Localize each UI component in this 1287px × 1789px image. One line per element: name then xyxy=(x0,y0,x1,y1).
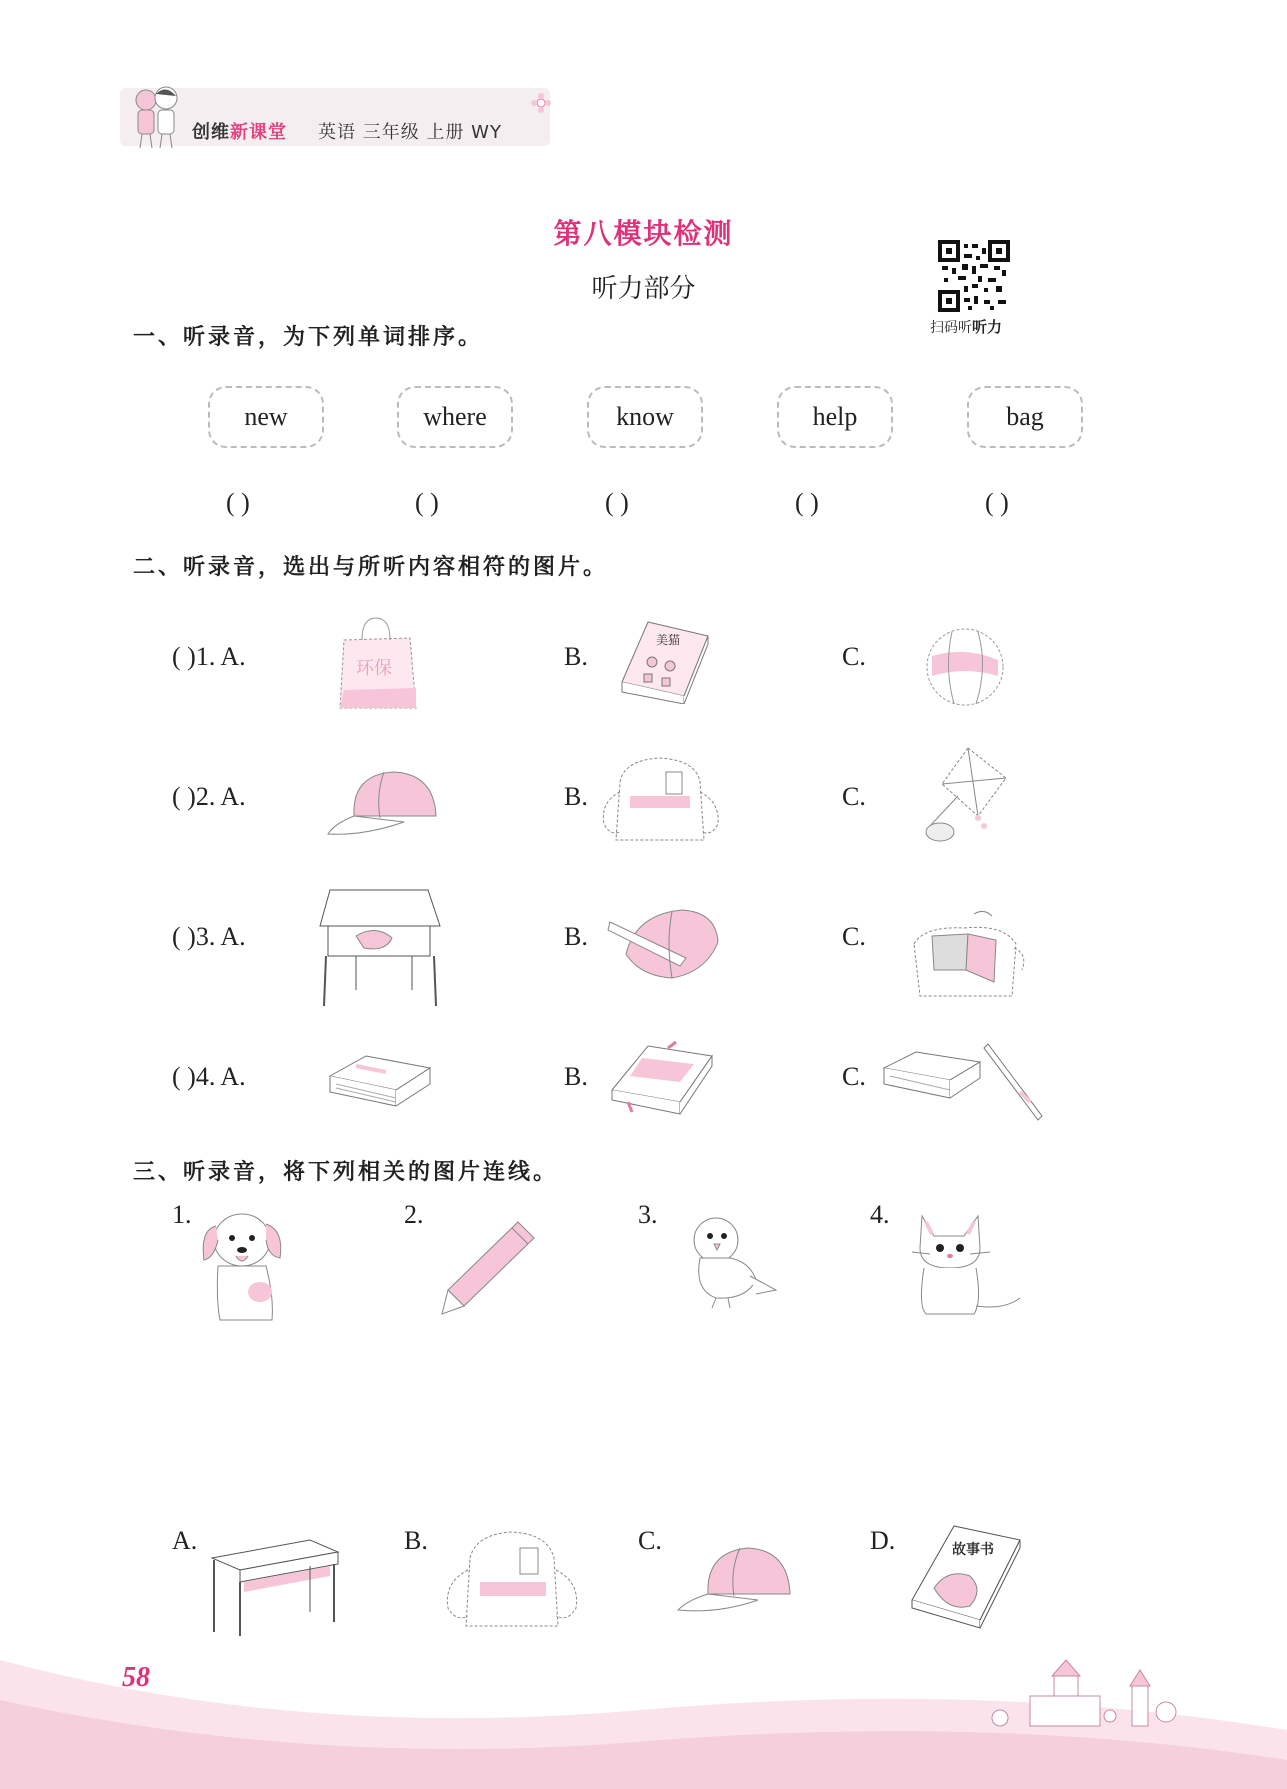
kids-logo-icon xyxy=(126,82,186,152)
dog-icon xyxy=(196,1200,286,1326)
question-label: ( )1. A. xyxy=(172,642,246,671)
flower-icon xyxy=(530,92,552,114)
section1-heading: 一、听录音，为下列单词排序。 xyxy=(133,325,484,350)
match-label: B. xyxy=(404,1526,428,1555)
word-card: help xyxy=(777,386,893,448)
word-card: bag xyxy=(967,386,1083,448)
kite-icon xyxy=(918,744,1012,846)
match-label: D. xyxy=(870,1526,896,1555)
option-c-label: C. xyxy=(842,1062,866,1091)
qr-code-icon[interactable] xyxy=(938,240,1010,312)
option-b-label: B. xyxy=(564,642,588,671)
schoolbag-icon xyxy=(904,910,1028,1002)
section2-heading: 二、听录音，选出与所听内容相符的图片。 xyxy=(133,555,609,580)
match-label: 2. xyxy=(404,1200,424,1229)
option-b-label: B. xyxy=(564,782,588,811)
brand-title: 创维新课堂 xyxy=(192,122,287,143)
question-label: ( )4. A. xyxy=(172,1062,246,1091)
answer-blank[interactable]: ( ) xyxy=(795,488,819,517)
option-c-label: C. xyxy=(842,922,866,951)
word-card: where xyxy=(397,386,513,448)
castle-decoration-icon xyxy=(960,1656,1190,1736)
match-label: 3. xyxy=(638,1200,658,1229)
book-icon xyxy=(326,1052,434,1110)
cap-icon xyxy=(674,1542,794,1618)
answer-blank[interactable]: ( ) xyxy=(415,488,439,517)
match-label: A. xyxy=(172,1526,198,1555)
calculator-book-icon xyxy=(612,616,710,704)
cap-icon xyxy=(324,766,438,840)
page-title: 第八模块检测 xyxy=(553,217,734,250)
subject-label: 英语 三年级 上册 WY xyxy=(318,122,502,143)
option-c-label: C. xyxy=(842,642,866,671)
qr-label: 扫码听听力 xyxy=(930,318,1003,336)
word-card: new xyxy=(208,386,324,448)
page-subtitle: 听力部分 xyxy=(591,274,696,304)
option-c-label: C. xyxy=(842,782,866,811)
pencil-icon xyxy=(440,1216,540,1316)
shopping-bag-icon xyxy=(334,612,424,712)
page-number: 58 xyxy=(122,1662,150,1693)
match-label: 4. xyxy=(870,1200,890,1229)
bird-icon xyxy=(680,1210,780,1310)
calc-text: 美猫 xyxy=(656,633,681,647)
desk-icon xyxy=(316,886,442,1008)
answer-blank[interactable]: ( ) xyxy=(605,488,629,517)
notebook-icon xyxy=(608,1040,714,1116)
question-label: ( )2. A. xyxy=(172,782,246,811)
option-b-label: B. xyxy=(564,922,588,951)
storybook-text: 故事书 xyxy=(952,1542,994,1558)
storybook-icon xyxy=(908,1520,1024,1630)
answer-blank[interactable]: ( ) xyxy=(226,488,250,517)
word-card: know xyxy=(587,386,703,448)
question-label: ( )3. A. xyxy=(172,922,246,951)
option-b-label: B. xyxy=(564,1062,588,1091)
answer-blank[interactable]: ( ) xyxy=(985,488,1009,517)
book-pen-icon xyxy=(880,1040,1050,1124)
schoolbag-icon xyxy=(600,752,722,848)
match-label: C. xyxy=(638,1526,662,1555)
ball-icon xyxy=(924,626,1006,708)
cat-icon xyxy=(908,1206,1024,1318)
section3-heading: 三、听录音，将下列相关的图片连线。 xyxy=(133,1160,559,1185)
book-text: 环保 xyxy=(356,658,392,679)
cap-icon xyxy=(606,902,720,982)
match-label: 1. xyxy=(172,1200,192,1229)
